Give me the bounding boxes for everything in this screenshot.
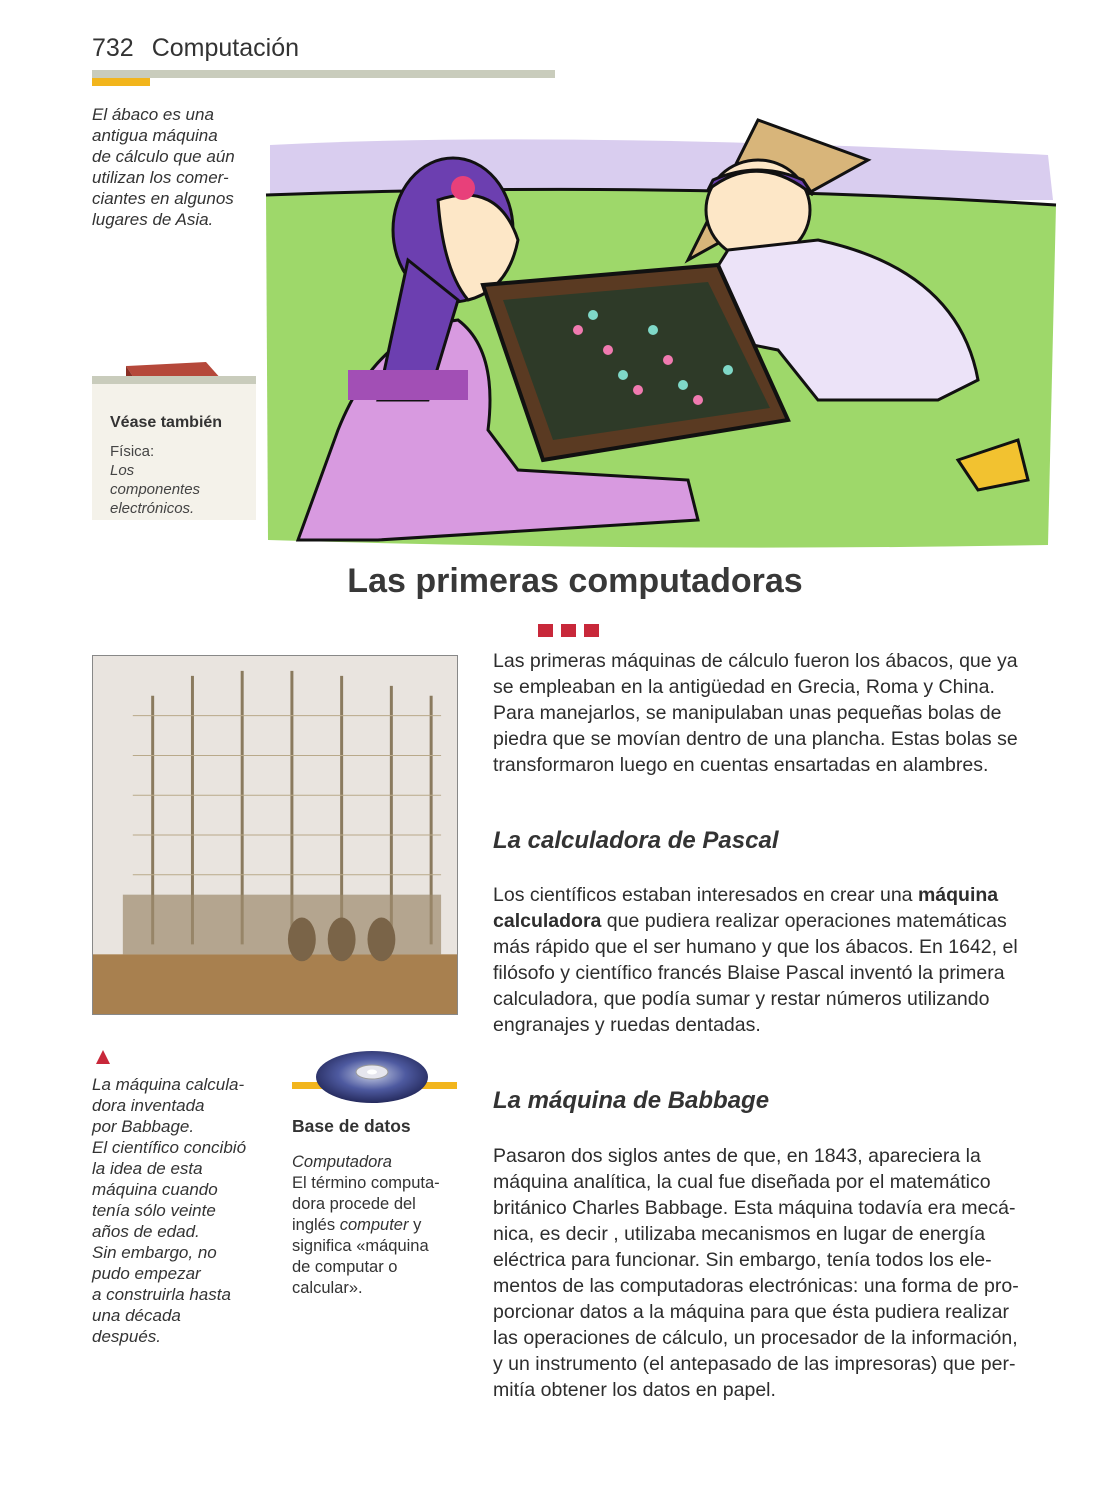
text-line: años de edad.: [92, 1222, 200, 1241]
text: computer: [339, 1216, 409, 1234]
text-line: Pasaron dos siglos antes de que, en 1843, apareciera la: [493, 1145, 981, 1167]
text-line: porcionar datos a la máquina para que ésta pudiera realizar: [493, 1301, 1009, 1323]
text-line: engranajes y ruedas dentadas.: [493, 1014, 761, 1036]
text-line: mitía obtener los datos en papel.: [493, 1379, 776, 1401]
see-also-subject: Física:: [110, 443, 155, 460]
header-accent: [92, 78, 150, 86]
text-line: una década: [92, 1306, 181, 1325]
title-ornament: [538, 624, 599, 637]
page-number: 732: [92, 34, 134, 62]
text-line: y un instrumento (el antepasado de las impresoras) que per-: [493, 1353, 1016, 1375]
text-line: Las primeras máquinas de cálculo fueron los ábacos, que ya: [493, 650, 1018, 672]
page-title: Las primeras computadoras: [347, 562, 803, 600]
text-line: de cálculo que aún: [92, 147, 235, 166]
text-line: componentes: [110, 481, 201, 498]
text-line: a construirla hasta: [92, 1285, 231, 1304]
text-line: pudo empezar: [92, 1264, 201, 1283]
text: de computar o: [292, 1258, 398, 1276]
text: Los científicos estaban interesados en crear una: [493, 884, 918, 906]
text-line: nica, es decir , utilizaba mecanismos en lugar de energía: [493, 1223, 986, 1245]
text: y: [408, 1216, 422, 1234]
text: significa «máquina: [292, 1237, 429, 1255]
term-bold: calculadora: [493, 910, 602, 932]
text-line: británico Charles Babbage. Esta máquina todavía era mecá-: [493, 1197, 1016, 1219]
text-line: máquina cuando: [92, 1180, 218, 1199]
text-line: El ábaco es una: [92, 105, 214, 124]
triangle-pointer-icon: [96, 1050, 110, 1064]
text-line: después.: [92, 1327, 161, 1346]
text: dora procede del: [292, 1195, 416, 1213]
photo-caption: [92, 1074, 246, 1347]
intro-paragraph: [493, 648, 1073, 778]
text-line: tenía sólo veinte: [92, 1201, 216, 1220]
text-line: las operaciones de cálculo, un procesador de la información,: [493, 1327, 1018, 1349]
text-line: se empleaban en la antigüedad en Grecia, Roma y China.: [493, 676, 995, 698]
babbage-paragraph: [493, 1143, 1073, 1403]
cd-disc-icon: [315, 1050, 430, 1105]
text-line: Sin embargo, no: [92, 1243, 217, 1262]
section-title: Computación: [151, 34, 300, 62]
text-line: La máquina calcula-: [92, 1075, 245, 1094]
text-line: eléctrica para funcionar. Sin embargo, tenía todos los ele-: [493, 1249, 992, 1271]
term-bold: máquina: [917, 884, 999, 906]
text-line: mentos de las computadoras electrónicas: una forma de pro-: [493, 1275, 1019, 1297]
abacus-illustration: [258, 100, 1058, 552]
pascal-heading: La calculadora de Pascal: [493, 827, 779, 854]
text-line: máquina analítica, la cual fue diseñada por el matemático: [493, 1171, 991, 1193]
babbage-heading: La máquina de Babbage: [493, 1087, 770, 1114]
text: inglés: [292, 1216, 340, 1234]
see-also-box: [92, 376, 256, 520]
text-line: Los: [110, 462, 135, 479]
header-rule: [92, 70, 555, 78]
text-line: Para manejarlos, se manipulaban unas pequeñas bolas de: [493, 702, 1002, 724]
illustration-caption: [92, 104, 235, 230]
text-line: lugares de Asia.: [92, 210, 214, 229]
see-also-topic: [110, 461, 200, 518]
page-header: [92, 34, 299, 63]
pascal-paragraph: [493, 882, 1073, 1038]
text-line: piedra que se movían dentro de una plancha. Estas bolas se: [493, 728, 1018, 750]
database-term: Computadora: [292, 1153, 392, 1171]
text-line: ciantes en algunos: [92, 189, 234, 208]
babbage-engine-photo: [92, 655, 458, 1015]
text-line: electrónicos.: [110, 500, 195, 517]
database-title: Base de datos: [292, 1116, 411, 1136]
see-also-title: Véase también: [110, 414, 223, 431]
database-entry: [292, 1152, 440, 1299]
text-line: antigua máquina: [92, 126, 218, 145]
text-line: por Babbage.: [92, 1117, 195, 1136]
text-line: utilizan los comer-: [92, 168, 229, 187]
text-line: más rápido que el ser humano y que los ábacos. En 1642, el: [493, 936, 1018, 958]
text: que pudiera realizar operaciones matemáticas: [601, 910, 1007, 932]
text: calcular».: [292, 1279, 363, 1297]
text-line: dora inventada: [92, 1096, 205, 1115]
text-line: filósofo y científico francés Blaise Pascal inventó la primera: [493, 962, 1005, 984]
text-line: transformaron luego en cuentas ensartadas en alambres.: [493, 754, 989, 776]
text-line: calculadora, que podía sumar y restar números utilizando: [493, 988, 990, 1010]
see-also-reference[interactable]: [110, 442, 200, 518]
text-line: El científico concibió: [92, 1138, 247, 1157]
text: El término computa-: [292, 1174, 440, 1192]
text-line: la idea de esta: [92, 1159, 203, 1178]
pascal-lines: [493, 934, 1073, 1038]
